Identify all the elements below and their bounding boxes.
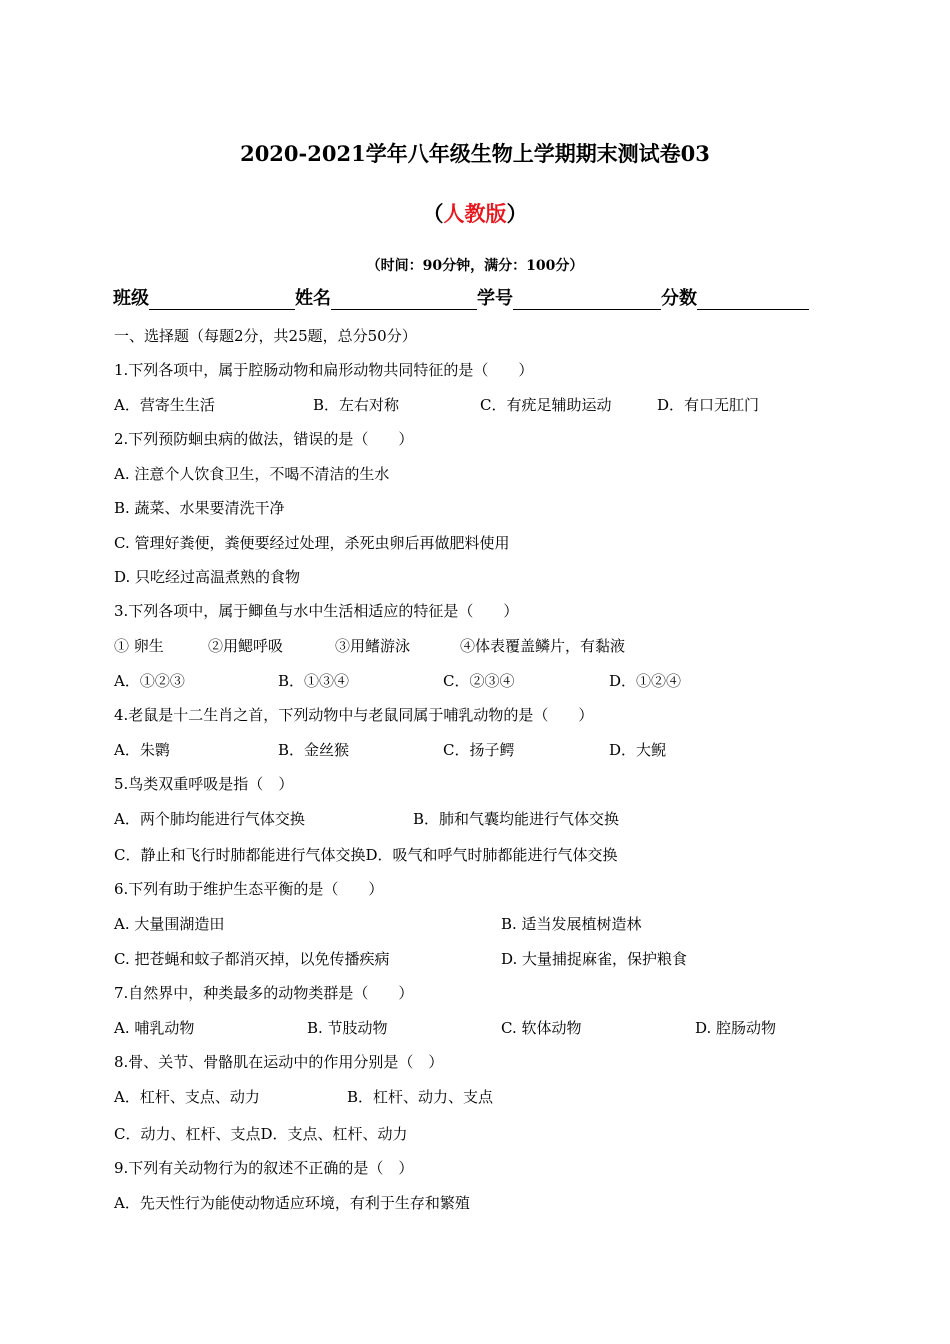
option-b: B．杠杆、动力、支点 xyxy=(347,1088,494,1106)
name-label: 姓名 xyxy=(295,288,331,309)
question-stem: 5.鸟类双重呼吸是指（ ） xyxy=(114,775,294,793)
option-b: B．金丝猴 xyxy=(278,741,350,759)
option-c-d: C．静止和飞行时肺都能进行气体交换D．吸气和呼气时肺都能进行气体交换 xyxy=(114,846,618,864)
class-blank[interactable] xyxy=(149,287,295,310)
option-d: D. 大量捕捉麻雀，保护粮食 xyxy=(501,950,688,968)
feature-item: ②用鳃呼吸 xyxy=(208,637,284,655)
name-blank[interactable] xyxy=(331,287,477,310)
question-stem: 7.自然界中，种类最多的动物类群是（ ） xyxy=(114,984,414,1002)
question-stem: 2.下列预防蛔虫病的做法，错误的是（ ） xyxy=(114,430,414,448)
question-stem: 1.下列各项中，属于腔肠动物和扁形动物共同特征的是（ ） xyxy=(114,361,534,379)
option-c: C. 把苍蝇和蚊子都消灭掉，以免传播疾病 xyxy=(114,950,390,968)
option-c: C．有疣足辅助运动 xyxy=(480,396,612,414)
id-label: 学号 xyxy=(477,288,513,309)
option-d: D．①②④ xyxy=(609,672,682,690)
time-score-info: （时间：90分钟，满分：100分） xyxy=(366,258,584,274)
exam-title: 2020-2021学年八年级生物上学期期末测试卷03 xyxy=(240,141,710,166)
class-label: 班级 xyxy=(113,288,149,309)
option-a: A. 哺乳动物 xyxy=(114,1019,195,1037)
student-info-row xyxy=(113,284,833,312)
option-c: C. 软体动物 xyxy=(501,1019,582,1037)
option-c: C. 管理好粪便，粪便要经过处理，杀死虫卵后再做肥料使用 xyxy=(114,534,510,552)
option-b: B. 节肢动物 xyxy=(307,1019,388,1037)
option-a: A．朱鹮 xyxy=(114,741,170,759)
edition-name: 人教版 xyxy=(443,201,507,226)
option-a: A．营寄生生活 xyxy=(114,396,215,414)
option-d: D. 腔肠动物 xyxy=(695,1019,777,1037)
section-heading: 一、选择题（每题2分，共25题，总分50分） xyxy=(114,327,417,345)
option-b: B．左右对称 xyxy=(313,396,400,414)
option-b: B．①③④ xyxy=(278,672,350,690)
score-blank[interactable] xyxy=(697,287,809,310)
feature-item: ① 卵生 xyxy=(114,637,164,655)
option-a: A. 大量围湖造田 xyxy=(114,915,225,933)
option-b: B．肺和气囊均能进行气体交换 xyxy=(413,810,620,828)
option-a: A. 注意个人饮食卫生，不喝不清洁的生水 xyxy=(114,465,390,483)
option-a: A．两个肺均能进行气体交换 xyxy=(114,810,305,828)
option-c-d: C．动力、杠杆、支点D．支点、杠杆、动力 xyxy=(114,1125,408,1143)
option-c: C．扬子鳄 xyxy=(443,741,515,759)
feature-item: ④体表覆盖鳞片，有黏液 xyxy=(460,637,626,655)
option-c: C．②③④ xyxy=(443,672,515,690)
option-d: D．有口无肛门 xyxy=(657,396,760,414)
option-a: A．①②③ xyxy=(114,672,185,690)
question-stem: 6.下列有助于维护生态平衡的是（ ） xyxy=(114,880,384,898)
option-d: D. 只吃经过高温煮熟的食物 xyxy=(114,568,301,586)
option-b: B. 适当发展植树造林 xyxy=(501,915,642,933)
question-stem: 9.下列有关动物行为的叙述不正确的是（ ） xyxy=(114,1159,414,1177)
id-blank[interactable] xyxy=(513,287,661,310)
score-label: 分数 xyxy=(661,288,697,309)
question-stem: 3.下列各项中，属于鲫鱼与水中生活相适应的特征是（ ） xyxy=(114,602,519,620)
edition-bracket-close: ） xyxy=(506,201,528,226)
question-stem: 4.老鼠是十二生肖之首，下列动物中与老鼠同属于哺乳动物的是（ ） xyxy=(114,706,594,724)
feature-item: ③用鳍游泳 xyxy=(335,637,411,655)
edition-label xyxy=(0,198,950,228)
option-d: D．大鲵 xyxy=(609,741,667,759)
option-b: B. 蔬菜、水果要清洗干净 xyxy=(114,499,285,517)
option-a: A．杠杆、支点、动力 xyxy=(114,1088,260,1106)
option-a: A．先天性行为能使动物适应环境，有利于生存和繁殖 xyxy=(114,1194,470,1212)
question-stem: 8.骨、关节、骨骼肌在运动中的作用分别是（ ） xyxy=(114,1053,444,1071)
edition-bracket-open: （ xyxy=(422,201,444,226)
